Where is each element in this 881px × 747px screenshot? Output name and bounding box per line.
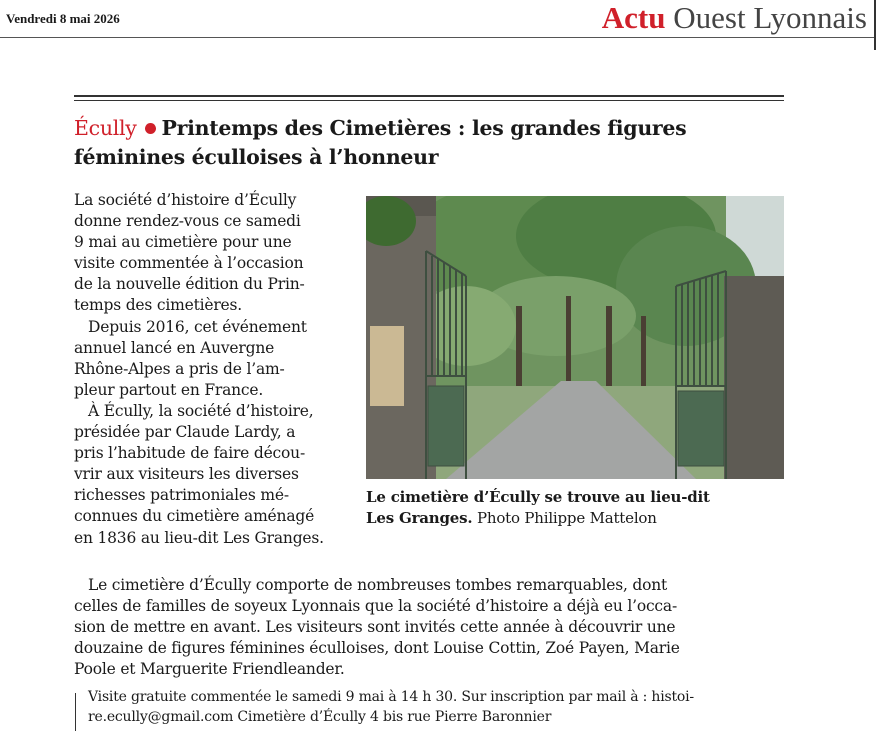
body-line: La société d’histoire d’Écully <box>74 191 297 209</box>
issue-date: Vendredi 8 mai 2026 <box>6 11 120 26</box>
article-column-text <box>74 190 374 549</box>
article-body-continued <box>74 575 784 680</box>
body-line: celles de familles de soyeux Lyonnais que la société d’histoire a déjà eu l’occa- <box>74 597 677 616</box>
header-divider <box>0 37 874 38</box>
info-box-rule <box>75 693 76 731</box>
body-line: vrir aux visiteurs les diverses <box>74 465 299 484</box>
headline-line-1: Printemps des Cimetières : les grandes figures <box>161 116 687 140</box>
body-line: temps des cimetières. <box>74 296 243 315</box>
photo-credit: Photo Philippe Mattelon <box>472 509 657 527</box>
cemetery-gate-photo <box>366 196 784 479</box>
article-top-rule-thin <box>74 100 784 101</box>
body-line: présidée par Claude Lardy, a <box>74 423 296 442</box>
body-line: douzaine de figures féminines éculloises, dont Louise Cottin, Zoé Payen, Marie <box>74 639 680 658</box>
info-line-2: re.ecully@gmail.com Cimetière d’Écully 4 bis rue Pierre Baronnier <box>88 709 552 725</box>
page-edge-rule <box>874 0 876 50</box>
body-line: Poole et Marguerite Friendleander. <box>74 660 345 679</box>
body-line: pris l’habitude de faire décou- <box>74 444 305 463</box>
photo-caption <box>366 487 784 529</box>
body-line: de la nouvelle édition du Prin- <box>74 275 305 294</box>
body-line: Le cimetière d’Écully comporte de nombreuses tombes remarquables, dont <box>88 576 668 594</box>
article-headline <box>74 114 774 172</box>
body-line: pleur partout en France. <box>74 380 264 399</box>
body-line: donne rendez-vous ce samedi <box>74 212 301 231</box>
kicker-dot-icon <box>145 123 156 134</box>
body-line: 9 mai au cimetière pour une <box>74 233 292 252</box>
article-top-rule <box>74 95 784 97</box>
caption-line-1: Le cimetière d’Écully se trouve au lieu-dit <box>366 488 710 506</box>
body-line: À Écully, la société d’histoire, <box>88 401 314 420</box>
brand-bold: Actu <box>601 0 666 35</box>
publication-logo <box>602 0 867 36</box>
headline-kicker: Écully <box>74 116 137 140</box>
body-line: sion de mettre en avant. Les visiteurs sont invités cette année à découvrir une <box>74 618 676 637</box>
body-line: visite commentée à l’occasion <box>74 254 304 273</box>
caption-line-2: Les Granges. <box>366 509 473 527</box>
body-line: annuel lancé en Auvergne <box>74 338 275 357</box>
body-line: richesses patrimoniales mé- <box>74 486 289 505</box>
body-line: Rhône-Alpes a pris de l’am- <box>74 359 285 378</box>
headline-line-2: féminines éculloises à l’honneur <box>74 145 439 169</box>
body-line: connues du cimetière aménagé <box>74 507 315 526</box>
event-info <box>88 687 788 727</box>
body-line: Depuis 2016, cet événement <box>88 317 307 336</box>
page-header <box>0 0 881 40</box>
brand-regular: Ouest Lyonnais <box>665 0 867 35</box>
info-line-1: Visite gratuite commentée le samedi 9 mai à 14 h 30. Sur inscription par mail à : histoi- <box>88 689 694 705</box>
body-line: en 1836 au lieu-dit Les Granges. <box>74 528 324 547</box>
